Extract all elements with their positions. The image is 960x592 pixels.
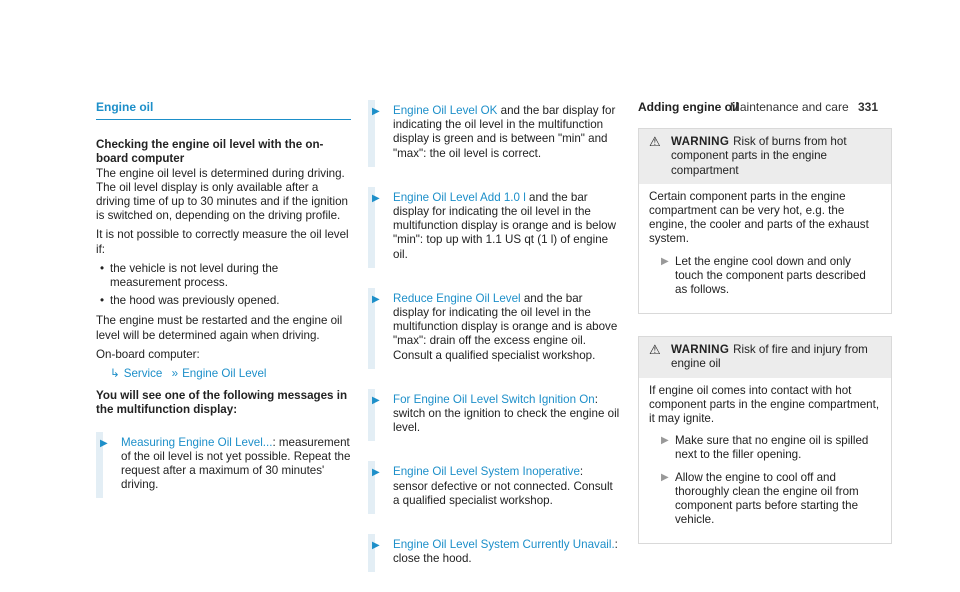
step-item — [649, 434, 881, 462]
step-triangle-icon: ▶ — [100, 437, 108, 449]
paragraph-3: The engine must be restarted and the engine oil level will be determined again when driving. — [96, 314, 343, 342]
message-item — [368, 389, 620, 442]
message-label: Engine Oil Level System Currently Unavail. — [393, 538, 615, 552]
message-text: and the bar display for indicating the oil level in the multifunction display is orange and is above "max": drain off the excess engine oil. Consult a qualified specialist workshop. — [393, 291, 618, 362]
message-item — [368, 461, 620, 514]
message-item — [368, 100, 620, 167]
step-text: Make sure that no engine oil is spilled next to the filler opening. — [675, 434, 869, 462]
step-triangle-icon: ▶ — [661, 471, 669, 483]
message-item — [368, 534, 620, 572]
message-label: Engine Oil Level Add 1.0 l — [393, 190, 526, 204]
warning-text: If engine oil comes into contact with hot component parts in the engine compartment, it may ignite. — [649, 383, 880, 426]
column-1 — [96, 100, 351, 518]
warning-header — [639, 337, 891, 377]
message-label: Reduce Engine Oil Level — [393, 291, 521, 305]
subheading-messages: You will see one of the following messages in the multifunction display: — [96, 389, 348, 417]
step-text: Let the engine cool down and only touch the component parts described as follows. — [675, 254, 866, 297]
step-triangle-icon: ▶ — [372, 540, 380, 552]
message-item — [368, 288, 620, 369]
section-title: Engine oil — [96, 100, 351, 120]
message-text: : sensor defective or not connected. Consult a qualified specialist workshop. — [393, 465, 613, 507]
path-service: Service — [123, 367, 163, 381]
adding-oil-heading: Adding engine oil — [638, 100, 739, 114]
message-item — [368, 187, 620, 268]
step-text: Allow the engine to cool off and thoroughly clean the engine oil from component parts before starting the vehicle. — [675, 470, 859, 527]
return-arrow-icon: ↳ — [110, 367, 120, 381]
warning-label: WARNING — [671, 343, 730, 357]
paragraph-4: On-board computer: — [96, 347, 200, 361]
column-2 — [368, 100, 620, 592]
warning-text: Certain component parts in the engine compartment can be very hot, e.g. the engine, the cooler and parts of the exhaust system. — [649, 189, 869, 246]
step-triangle-icon: ▶ — [372, 293, 380, 305]
message-text: and the bar display for indicating the oil level in the multifunction display is green and is between "min" and "max": the oil level is correct. — [393, 104, 616, 160]
paragraph-1: The engine oil level is determined during driving. The oil level display is only available after a driving time of up to 30 minutes and if the ignition is switched on, depending on the driving profile. — [96, 166, 348, 223]
page-number: 331 — [857, 100, 878, 114]
bullet-item: • the vehicle is not level during the measurement process. — [96, 262, 351, 290]
warning-triangle-icon: ⚠ — [649, 342, 661, 358]
message-label: Engine Oil Level System Inoperative — [393, 465, 580, 479]
message-item — [96, 432, 351, 499]
message-label: Engine Oil Level OK — [393, 104, 498, 117]
message-text: : measurement of the oil level is not yet possible. Repeat the request after a maximum of 30 minutes' driving. — [121, 435, 351, 492]
step-item — [649, 471, 881, 528]
step-item — [649, 255, 881, 298]
step-triangle-icon: ▶ — [372, 394, 380, 406]
bullet-list — [96, 262, 351, 309]
warning-box-burns — [638, 128, 892, 314]
step-triangle-icon: ▶ — [372, 192, 380, 204]
step-triangle-icon: ▶ — [661, 435, 669, 447]
warning-label: WARNING — [671, 135, 730, 149]
warning-body — [639, 378, 891, 544]
warning-header — [639, 129, 891, 184]
message-text: and the bar display for indicating the oil level in the multifunction display is orange and is below "min": top up with 1.1 US qt (1 l) of engine oil. — [393, 190, 616, 261]
message-text: : switch on the ignition to check the engine oil level. — [393, 392, 620, 435]
message-label: Measuring Engine Oil Level... — [121, 435, 273, 449]
header-title: Maintenance and care — [729, 100, 849, 114]
step-triangle-icon: ▶ — [372, 106, 380, 117]
paragraph-2: It is not possible to correctly measure the oil level if: — [96, 228, 349, 256]
step-triangle-icon: ▶ — [372, 467, 380, 479]
warning-title: Risk of burns from hot component parts in the engine compartment — [671, 135, 847, 177]
warning-body — [639, 184, 891, 313]
double-chevron-icon: » — [171, 367, 179, 381]
path-engine-oil-level: Engine Oil Level — [182, 367, 267, 381]
column-3 — [638, 100, 892, 562]
message-label: For Engine Oil Level Switch Ignition On — [393, 392, 595, 406]
warning-box-fire — [638, 336, 892, 544]
warning-triangle-icon: ⚠ — [649, 134, 661, 150]
message-text: : close the hood. — [393, 538, 618, 566]
warning-title: Risk of fire and injury from engine oil — [671, 343, 868, 371]
step-triangle-icon: ▶ — [661, 255, 669, 267]
subheading-check: Checking the engine oil level with the on-board computer — [96, 138, 324, 166]
bullet-item: • the hood was previously opened. — [96, 294, 351, 308]
menu-path — [96, 367, 351, 381]
